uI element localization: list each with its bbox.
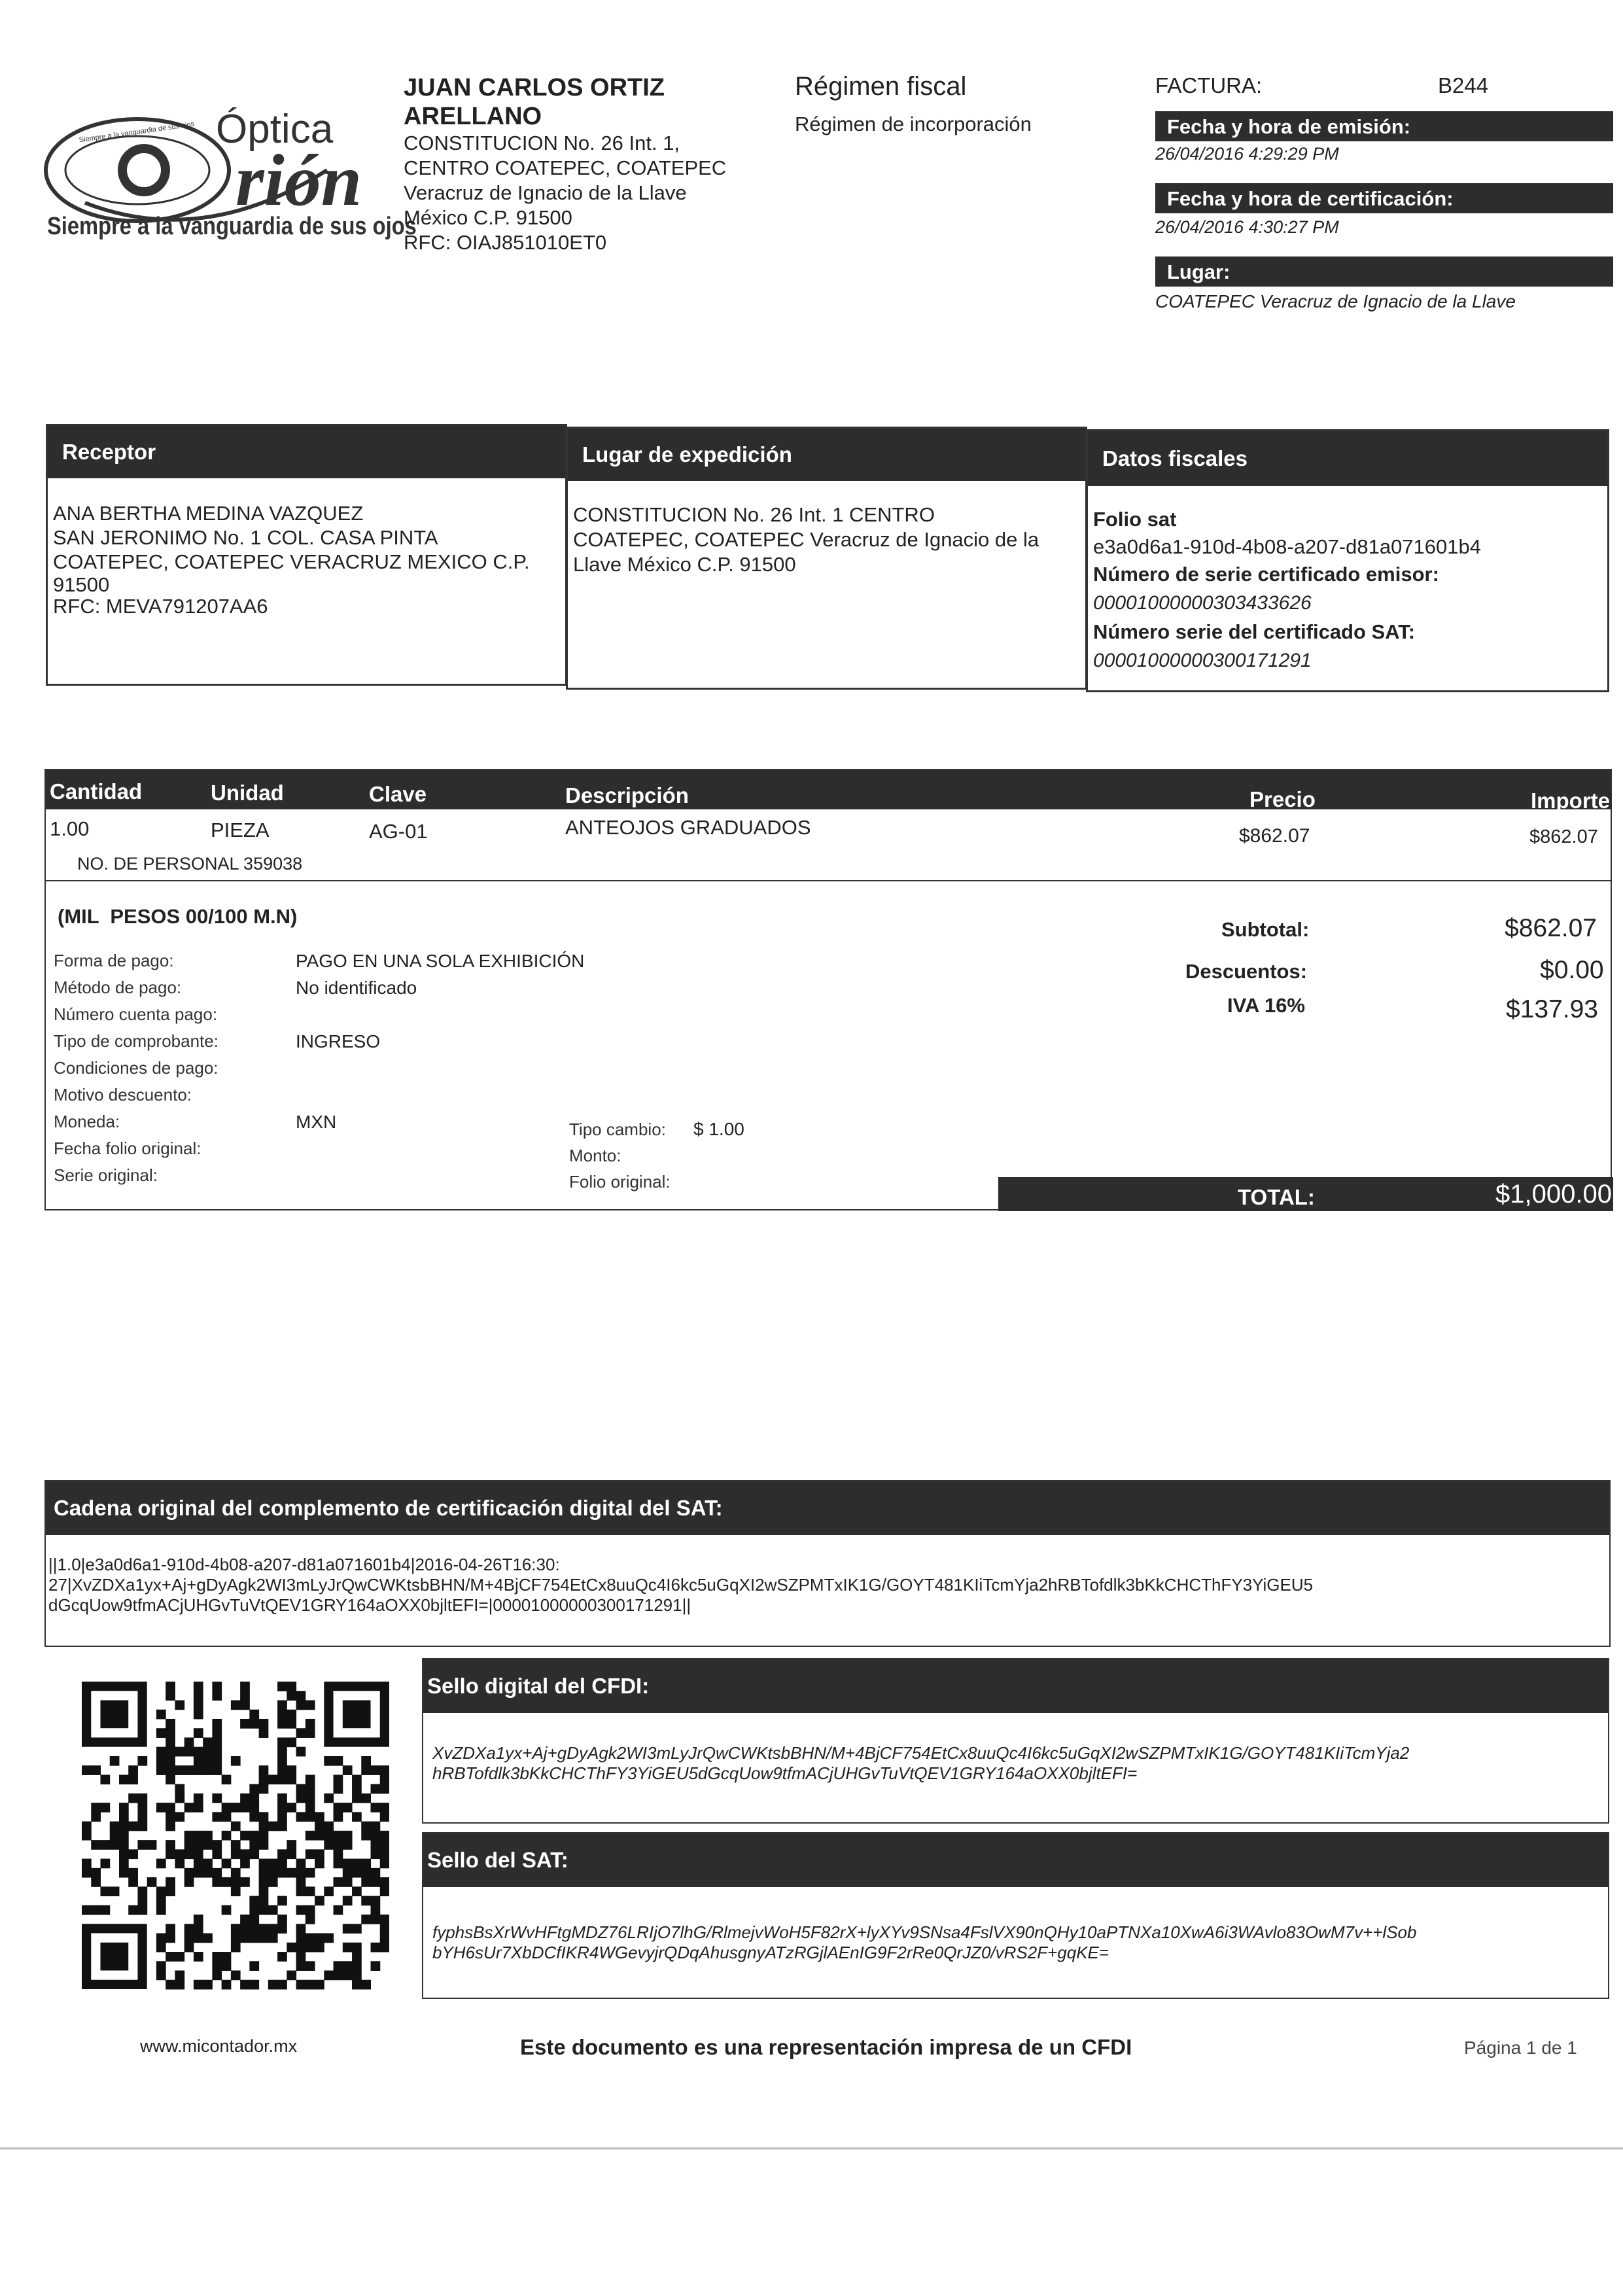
cadena-line1: ||1.0|e3a0d6a1-910d-4b08-a207-d81a071601b4|2016-04-26T16:30: — [48, 1555, 560, 1574]
fiscal-header — [1088, 431, 1607, 486]
issuer-name-line1: JUAN CARLOS ORTIZ — [404, 74, 665, 101]
emision-bar — [1155, 111, 1613, 141]
cert-value: 26/04/2016 4:30:27 PM — [1155, 217, 1339, 237]
tipo-cambio-value: $ 1.00 — [693, 1119, 744, 1139]
total-bar — [998, 1177, 1613, 1211]
sello-cfdi-line1: XvZDXa1yx+Aj+gDyAgk2WI3mLyJrQwCWKtsbBHN/M+4BjCF754EtCx8uuQc4I6kc5uGqXI2wSZPMTxIK1G/GOYT481KIiTcmYja2 — [432, 1743, 1410, 1763]
total-value: $1,000.00 — [1495, 1180, 1612, 1209]
logo-tagline: Siempre a la vanguardia de sus ojos — [47, 213, 417, 240]
cert-bar — [1155, 183, 1613, 213]
regimen-value: Régimen de incorporación — [795, 113, 1032, 135]
sello-cfdi-content — [432, 1743, 1409, 1784]
monto-label: Monto: — [569, 1146, 621, 1165]
issuer-address-4: México C.P. 91500 — [404, 206, 572, 229]
field-label: Forma de pago: — [54, 951, 174, 970]
folio-original-label: Folio original: — [569, 1172, 671, 1192]
field-row — [54, 978, 1035, 1004]
cadena-line3: dGcqUow9tfmACjUHGvTuVtQEV1GRY164aOXX0bjltEFI=|00001000000300171291|| — [48, 1595, 691, 1615]
company-logo — [39, 92, 417, 262]
sello-sat-content — [432, 1922, 1416, 1963]
field-label: Moneda: — [54, 1112, 120, 1131]
expedicion-content — [573, 503, 1039, 577]
subtotal-label: Subtotal: — [1221, 918, 1310, 941]
footer-website: www.micontador.mx — [140, 2036, 298, 2056]
fiscal-title: Datos fiscales — [1102, 446, 1248, 470]
field-row — [54, 1085, 1035, 1112]
cadena-title: Cadena original del complemento de certificación digital del SAT: — [54, 1496, 723, 1520]
cell-clave: AG-01 — [369, 820, 428, 843]
bottom-divider — [0, 2147, 1623, 2149]
serie-emisor-value: 00001000000303433626 — [1093, 592, 1312, 614]
descuentos-label: Descuentos: — [1185, 960, 1308, 983]
descuentos-value: $0.00 — [1540, 956, 1604, 984]
field-row — [54, 1004, 1035, 1031]
qr-code — [82, 1682, 389, 1990]
receptor-box — [46, 424, 567, 686]
serie-emisor-label: Número de serie certificado emisor: — [1093, 563, 1439, 586]
receptor-content — [53, 501, 530, 617]
cell-precio: $862.07 — [1239, 825, 1310, 847]
expedicion-header — [568, 429, 1085, 481]
receptor-line1: ANA BERTHA MEDINA VAZQUEZ — [53, 502, 364, 525]
issuer-block — [404, 73, 770, 255]
sello-sat-title: Sello del SAT: — [427, 1848, 568, 1872]
col-importe: Importe — [1531, 788, 1611, 813]
field-label: Fecha folio original: — [54, 1139, 201, 1158]
receptor-header — [48, 426, 565, 478]
col-unidad: Unidad — [211, 781, 284, 805]
cadena-content — [48, 1555, 1313, 1616]
serie-sat-value: 00001000000300171291 — [1093, 650, 1312, 671]
iva-label: IVA 16% — [1227, 994, 1305, 1017]
sello-cfdi-header — [423, 1659, 1608, 1713]
serie-sat-label: Número serie del certificado SAT: — [1093, 620, 1416, 643]
fiscal-content — [1093, 505, 1481, 675]
issuer-rfc: RFC: OIAJ851010ET0 — [404, 231, 607, 254]
field-row — [54, 1139, 1035, 1165]
field-label: Número cuenta pago: — [54, 1004, 218, 1024]
logo-inner-top: Óptica — [132, 157, 155, 165]
folio-sat-value: e3a0d6a1-910d-4b08-a207-d81a071601b4 — [1093, 535, 1481, 558]
sello-sat-header — [423, 1833, 1608, 1887]
qr-code-icon — [82, 1682, 389, 1990]
field-value: No identificado — [296, 978, 417, 998]
logo-arc-text: Siempre a la vanguardia de sus ojos — [79, 120, 195, 145]
col-clave: Clave — [369, 782, 427, 806]
summary-box — [44, 880, 1612, 1210]
receptor-line2: SAN JERONIMO No. 1 COL. CASA PINTA — [53, 526, 438, 549]
items-header — [46, 770, 1611, 813]
receptor-line4: 91500 — [53, 573, 110, 596]
receptor-title: Receptor — [62, 440, 156, 464]
col-cantidad: Cantidad — [50, 779, 143, 804]
field-value: PAGO EN UNA SOLA EXHIBICIÓN — [296, 951, 585, 971]
footer-page: Página 1 de 1 — [1464, 2038, 1577, 2058]
field-row — [54, 951, 1035, 978]
invoice-label: FACTURA: — [1155, 73, 1263, 97]
field-row — [54, 1112, 1035, 1139]
items-table — [44, 769, 1612, 887]
col-precio: Precio — [1249, 787, 1316, 811]
receptor-rfc: RFC: MEVA791207AA6 — [53, 595, 268, 618]
sello-cfdi-line2: hRBTofdlk3bKkCHCThFY3YiGEU5dGcqUow9tfmACjUHGvTuVtQEV1GRY164aOXX0bjltEFI= — [432, 1763, 1138, 1783]
field-label: Serie original: — [54, 1165, 158, 1185]
iva-value: $137.93 — [1506, 995, 1598, 1023]
logo-inner-bottom: Orion — [131, 166, 156, 177]
tipo-cambio-label: Tipo cambio: — [569, 1120, 666, 1139]
lugar-label: Lugar: — [1167, 260, 1230, 283]
footer-center: Este documento es una representación impresa de un CFDI — [520, 2035, 1132, 2059]
summary-fields — [54, 951, 1035, 1192]
logo-brand-top: Óptica — [216, 107, 334, 152]
regimen-title: Régimen fiscal — [795, 72, 967, 101]
field-row — [54, 1058, 1035, 1085]
field-row — [54, 1031, 1035, 1058]
logo-brand-bottom: rión — [236, 140, 362, 221]
field-label: Motivo descuento: — [54, 1085, 192, 1104]
issuer-address-1: CONSTITUCION No. 26 Int. 1, — [404, 132, 680, 154]
emision-label: Fecha y hora de emisión: — [1167, 115, 1411, 138]
amount-in-words: (MIL PESOS 00/100 M.N) — [58, 905, 298, 928]
cell-unidad: PIEZA — [211, 819, 270, 841]
field-value: MXN — [296, 1112, 337, 1132]
fiscal-box — [1086, 429, 1609, 692]
sello-cfdi-box — [422, 1658, 1609, 1824]
emision-value: 26/04/2016 4:29:29 PM — [1155, 144, 1339, 164]
cadena-box — [44, 1480, 1611, 1647]
invoice-number: B244 — [1438, 73, 1489, 97]
issuer-address-2: CENTRO COATEPEC, COATEPEC — [404, 156, 727, 179]
sello-sat-line1: fyphsBsXrWvHFtgMDZ76LRIjO7lhG/RlmejvWoH5F82rX+lyXYv9SNsa4FslVX90nQHy10aPTNXa10XwA6i3WAvlo83OwM7v++lSob — [432, 1922, 1417, 1942]
issuer-name-line2: ARELLANO — [404, 103, 542, 130]
expedicion-line3: Llave México C.P. 91500 — [573, 553, 796, 576]
cadena-line2: 27|XvZDXa1yx+Aj+gDyAgk2WI3mLyJrQwCWKtsbBHN/M+4BjCF754EtCx8uuQc4I6kc5uGqXI2wSZPMTxIK1G/GOYT481KIiTcmYja2hRBTofdlk3bKkCHCThFY3YiGEU5 — [48, 1575, 1314, 1595]
lugar-bar — [1155, 256, 1613, 287]
table-row — [46, 812, 1611, 858]
cert-label: Fecha y hora de certificación: — [1167, 187, 1454, 210]
expedicion-line1: CONSTITUCION No. 26 Int. 1 CENTRO — [573, 503, 935, 526]
item-note: NO. DE PERSONAL 359038 — [77, 854, 303, 874]
expedicion-line2: COATEPEC, COATEPEC Veracruz de Ignacio de la — [573, 528, 1039, 551]
field-label: Método de pago: — [54, 978, 182, 997]
cell-importe: $862.07 — [1529, 826, 1598, 847]
sello-sat-line2: bYH6sUr7XbDCfIKR4WGevyjrQDqAhusgnyATzRGjlAEnIG9F2rRe0QrJZ0/vRS2F+gqKE= — [432, 1943, 1109, 1962]
cadena-header — [46, 1481, 1609, 1535]
expedicion-title: Lugar de expedición — [582, 442, 792, 467]
total-label: TOTAL: — [1238, 1185, 1315, 1209]
subtotal-value: $862.07 — [1505, 914, 1597, 942]
issuer-address-3: Veracruz de Ignacio de la Llave — [404, 181, 687, 204]
field-label: Condiciones de pago: — [54, 1058, 218, 1078]
folio-sat-label: Folio sat — [1093, 508, 1177, 531]
lugar-value: COATEPEC Veracruz de Ignacio de la Llave — [1155, 291, 1516, 311]
field-row — [54, 1165, 1035, 1192]
sello-sat-box — [422, 1832, 1609, 1999]
col-descripcion: Descripción — [565, 783, 689, 807]
field-value: INGRESO — [296, 1031, 381, 1051]
expedicion-box — [566, 427, 1087, 690]
sello-cfdi-title: Sello digital del CFDI: — [427, 1674, 650, 1698]
field-label: Tipo de comprobante: — [54, 1031, 218, 1051]
cell-descripcion: ANTEOJOS GRADUADOS — [565, 816, 811, 839]
cell-cantidad: 1.00 — [50, 817, 90, 840]
receptor-line3: COATEPEC, COATEPEC VERACRUZ MEXICO C.P. — [53, 550, 530, 573]
